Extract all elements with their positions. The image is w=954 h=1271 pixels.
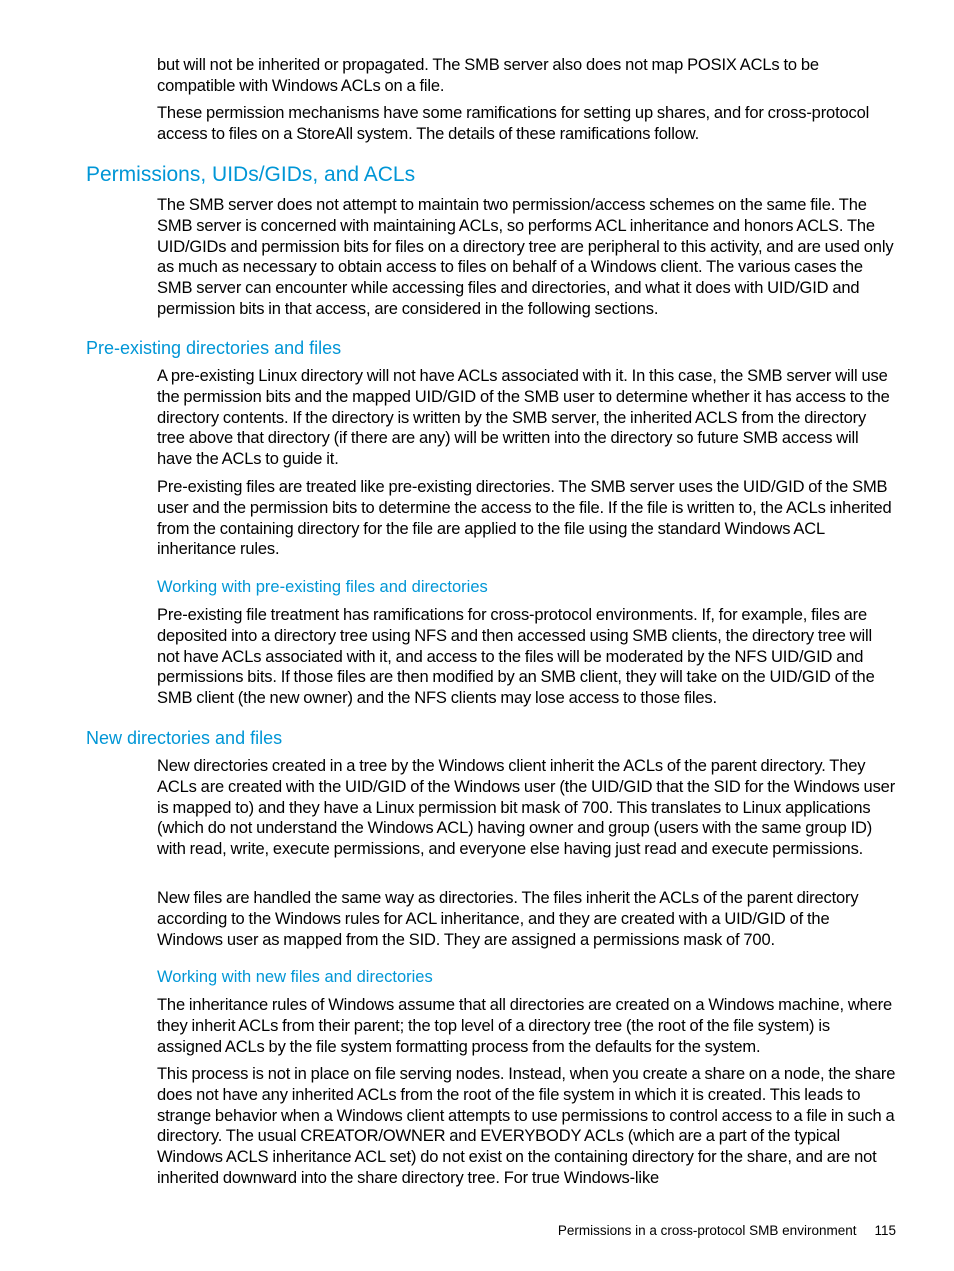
page-footer [558,1222,896,1240]
page-number: 115 [874,1223,896,1238]
new-paragraph-4: This process is not in place on file serving nodes. Instead, when you create a share on a node, the share does not have any inherited ACLs from the root of the file system in which it is created. This leads to strange behavior when a Windows client attempts to use permissions to control access to a file in such a directory. The usual CREATOR/OWNER and EVERYBODY ACLs (which are a part of the typical Windows ACLS inheritance ACL set) do not exist on the containing directory for the share, and are not inherited downward into the share directory tree. For true Windows-like [157,1065,896,1187]
permissions-paragraph: The SMB server does not attempt to maintain two permission/access schemes on the same file. The SMB server is concerned with maintaining ACLs, so performs ACL inheritance and honors ACLS. The UID/GIDs and permission bits for files on a directory tree are peripheral to this activity, and are used only as much as necessary to obtain access to files on behalf of a Windows client. The various cases the SMB server can encounter while accessing files and directories, and what it does with UID/GID and permission bits in that access, are considered in the following sections. [157,196,894,318]
preexisting-paragraph-1: A pre-existing Linux directory will not have ACLs associated with it. In this case, the SMB server will use the permission bits and the mapped UID/GID of the SMB user to determine whether it has access to the directory contents. If the directory is written by the SMB server, the inherited ACLS from the directory tree above that directory (if there are any) will be written into the directory so future SMB access will have the ACLs to guide it. [157,367,890,469]
preexisting-paragraph-3: Pre-existing file treatment has ramifications for cross-protocol environments. If, for example, files are deposited into a directory tree using NFS and then accessed using SMB clients, the directory tree will not have ACLs associated with it, and access to the files will be moderated by the NFS UID/GID and permissions bits. If those files are then modified by an SMB client, they will take on the UID/GID of the SMB client (the new owner) and the NFS clients may lose access to those files. [157,606,875,708]
section-heading-preexisting: Pre-existing directories and files [86,338,342,358]
new-paragraph-1: New directories created in a tree by the Windows client inherit the ACLs of the parent directory. They ACLs are created with the UID/GID of the Windows user (the UID/GID that the SID for the Windows user is mapped to) and they have a Linux permission bit mask of 700. This translates to Linux applications (which do not understand the Windows ACL) having owner and group (users with the same group ID) with read, write, execute permissions, and everyone else having just read and execute permissions. [157,757,896,859]
subsection-heading-preexisting: Working with pre-existing files and directories [157,578,488,596]
new-paragraph-3: The inheritance rules of Windows assume that all directories are created on a Windows machine, where they inherit ACLs from their parent; the top level of a directory tree (the root of the file system) is assigned ACLs by the file system formatting process from the defaults for the system. [157,996,893,1056]
subsection-heading-new: Working with new files and directories [157,968,433,986]
footer-title: Permissions in a cross-protocol SMB environment [557,1223,857,1238]
intro-paragraph-2: These permission mechanisms have some ramifications for setting up shares, and for cross-protocol access to files on a StoreAll system. The details of these ramifications follow. [157,104,870,143]
preexisting-paragraph-2: Pre-existing files are treated like pre-existing directories. The SMB server uses the UID/GID of the SMB user and the permission bits to determine the access to the file. If the file is written to, the ACLs inherited from the containing directory for the file are applied to the file using the standard Windows ACL inheritance rules. [157,478,892,559]
section-heading-permissions: Permissions, UIDs/GIDs, and ACLs [86,163,416,186]
section-heading-new: New directories and files [86,728,283,748]
intro-paragraph-1: but will not be inherited or propagated. The SMB server also does not map POSIX ACLs to be compatible with Windows ACLs on a file. [157,56,819,95]
new-paragraph-2: New files are handled the same way as directories. The files inherit the ACLs of the parent directory according to the Windows rules for ACL inheritance, and they are created with a UID/GID of the Windows user as mapped from the SID. They are assigned a permissions mask of 700. [157,889,859,949]
